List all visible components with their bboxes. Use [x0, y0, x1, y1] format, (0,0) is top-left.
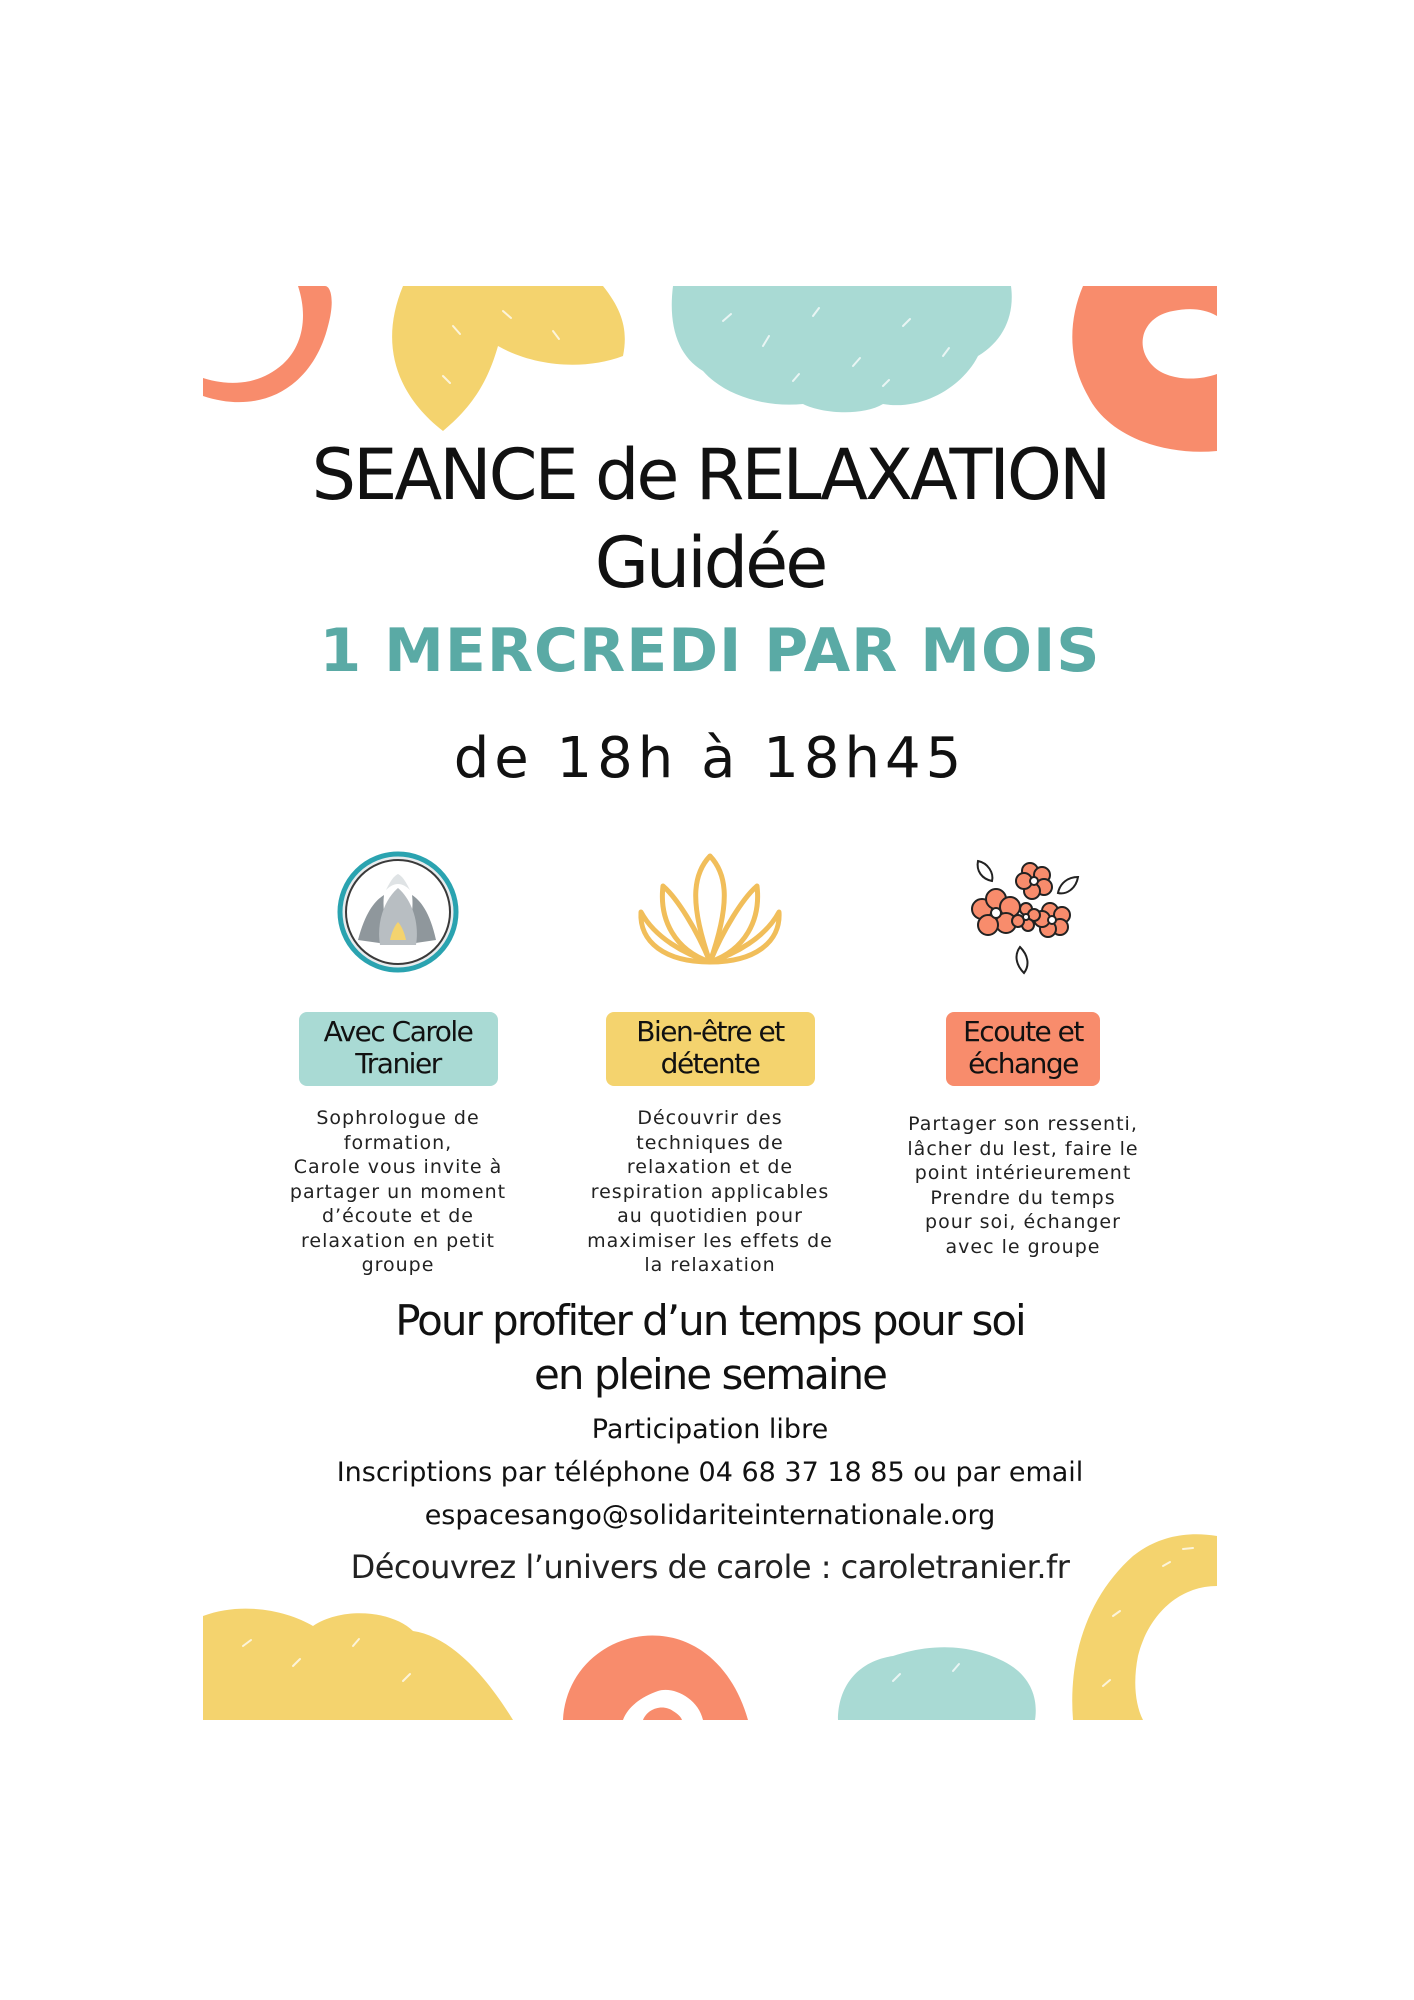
desc-line: respiration applicables: [590, 1180, 830, 1203]
tagline: [203, 1294, 1217, 1402]
desc-line: Partager son ressenti,: [908, 1113, 1138, 1135]
desc-line: au quotidien pour: [617, 1205, 803, 1227]
tagline-line-2: en pleine semaine: [534, 1350, 886, 1399]
yellow-leaf-top: [392, 286, 625, 431]
column-ecoute: [873, 842, 1173, 1259]
desc-line: Sophrologue de: [316, 1107, 480, 1129]
inscriptions-text: Inscriptions par téléphone 04 68 37 18 85 ou par email: [336, 1457, 1084, 1488]
badge-ecoute: [946, 1012, 1100, 1086]
column-carole: [248, 842, 548, 1278]
desc-line: Découvrir des: [637, 1107, 783, 1129]
tagline-line-1: Pour profiter d’un temps pour soi: [395, 1296, 1025, 1345]
desc-line: techniques de: [636, 1131, 784, 1154]
coral-ring-top-right: [1072, 286, 1217, 452]
badge-avec-carole: [299, 1012, 498, 1086]
frequency-subtitle: 1 MERCREDI PAR MOIS: [319, 616, 1101, 686]
badge-line-1: Avec Carole: [323, 1015, 473, 1048]
coral-arch-bottom: [563, 1636, 748, 1720]
badge-bien-etre: [606, 1012, 815, 1086]
desc-line: partager un moment: [289, 1180, 507, 1203]
title-line-2: Guidée: [594, 522, 826, 604]
desc-line: la relaxation: [644, 1254, 776, 1276]
white-lily-flower-icon: [248, 842, 548, 982]
badge-line-2: détente: [660, 1047, 760, 1080]
column-bien-etre: [560, 842, 860, 1278]
desc-line: Carole vous invite à: [293, 1156, 503, 1178]
desc-line: Prendre du temps: [930, 1186, 1116, 1209]
badge-line-2: échange: [968, 1047, 1078, 1080]
desc-line: d’écoute et de: [321, 1205, 474, 1227]
yellow-blob-bottom-left: [203, 1609, 513, 1720]
teal-blob-bottom: [838, 1647, 1036, 1720]
desc-line: relaxation en petit: [300, 1229, 496, 1252]
session-time: de 18h à 18h45: [453, 726, 967, 791]
website-link[interactable]: Découvrez l’univers de carole : caroletranier.fr: [350, 1548, 1070, 1586]
lotus-icon: [560, 842, 860, 982]
description-carole: [248, 1106, 548, 1278]
desc-line: lâcher du lest, faire le: [907, 1137, 1139, 1160]
desc-line: pour soi, échanger: [925, 1211, 1121, 1233]
badge-line-2: Tranier: [355, 1047, 441, 1080]
coral-arc-top-left: [203, 286, 332, 402]
flyer: [203, 286, 1217, 1720]
desc-line: relaxation et de: [626, 1156, 794, 1178]
desc-line: avec le groupe: [945, 1235, 1101, 1258]
flower-bouquet-icon: [873, 842, 1173, 982]
description-bien-etre: [560, 1106, 860, 1278]
contact-email[interactable]: espacesango@solidariteinternationale.org: [424, 1500, 996, 1531]
desc-line: formation,: [343, 1131, 453, 1154]
desc-line: maximiser les effets de: [587, 1229, 833, 1252]
badge-line-1: Bien-être et: [636, 1015, 784, 1048]
desc-line: groupe: [361, 1254, 435, 1276]
desc-line: point intérieurement: [914, 1162, 1132, 1184]
teal-cloud-top: [672, 286, 1012, 412]
participation-text: Participation libre: [591, 1414, 829, 1445]
badge-line-1: Ecoute et: [963, 1015, 1083, 1048]
description-ecoute: [873, 1112, 1173, 1259]
title-line-1: SEANCE de RELAXATION: [311, 434, 1109, 516]
